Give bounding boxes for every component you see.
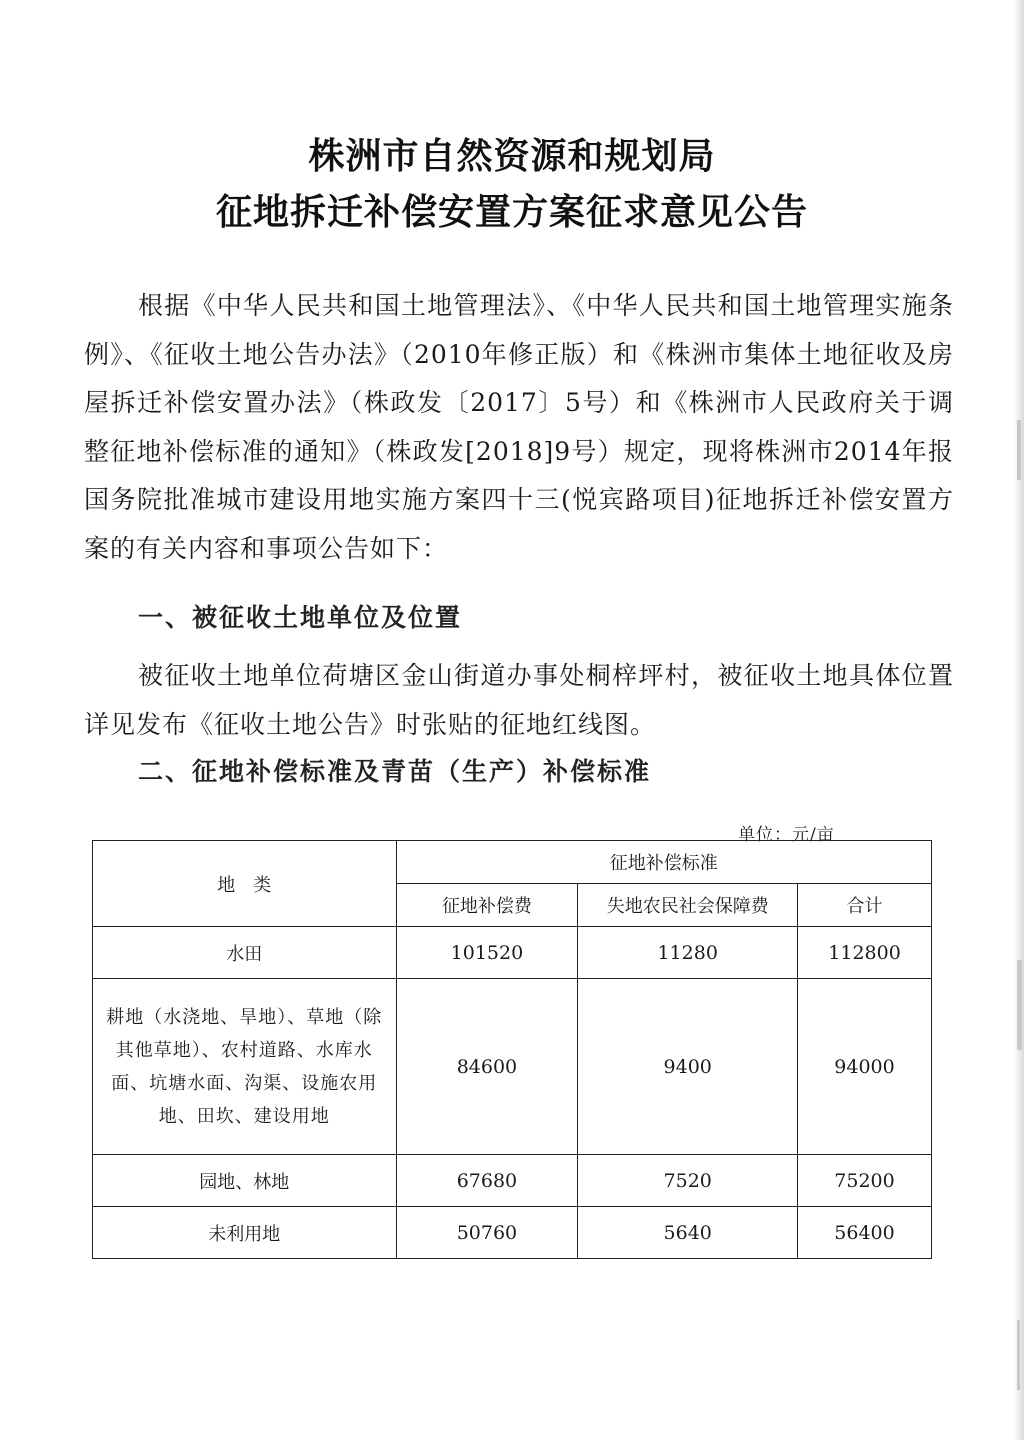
cell-total: 75200 xyxy=(798,1155,932,1207)
cell-total: 56400 xyxy=(798,1207,932,1259)
intro-paragraph xyxy=(84,282,954,573)
title-line-1: 株洲市自然资源和规划局 xyxy=(308,135,716,177)
table-row xyxy=(93,1155,932,1207)
cell-landtype: 耕地（水浇地、旱地）、草地（除其他草地）、农村道路、水库水面、坑塘水面、沟渠、设施农用地、田坎、建设用地 xyxy=(93,979,397,1155)
cell-total: 94000 xyxy=(798,979,932,1155)
section-2-heading: 二、征地补偿标准及青苗（生产）补偿标准 xyxy=(138,757,652,786)
title-line-2: 征地拆迁补偿安置方案征求意见公告 xyxy=(215,191,808,233)
cell-landtype: 水田 xyxy=(93,927,397,979)
cell-comp: 101520 xyxy=(396,927,578,979)
table-row xyxy=(93,927,932,979)
section-1-text: 被征收土地单位荷塘区金山街道办事处桐梓坪村，被征收土地具体位置详见发布《征收土地公告》时张贴的征地红线图。 xyxy=(84,661,954,739)
cell-social: 9400 xyxy=(578,979,798,1155)
header-group-compensation: 征地补偿标准 xyxy=(396,841,931,884)
cell-comp: 50760 xyxy=(396,1207,578,1259)
cell-social: 11280 xyxy=(578,927,798,979)
cell-comp: 84600 xyxy=(396,979,578,1155)
table-header-row-1 xyxy=(93,841,932,884)
cell-social: 7520 xyxy=(578,1155,798,1207)
intro-text: 根据《中华人民共和国土地管理法》、《中华人民共和国土地管理实施条例》、《征收土地公告办法》（2010年修正版）和《株洲市集体土地征收及房屋拆迁补偿安置办法》（株政发〔2017〕5号）和《株洲市人民政府关于调整征地补偿标准的通知》（株政发[2018]9号）规定，现将株洲市2014年报国务院批准城市建设用地实施方案四十三(悦宾路项目)征地拆迁补偿安置方案的有关内容和事项公告如下： xyxy=(84,291,954,563)
compensation-table xyxy=(92,840,932,1259)
header-comp-fee: 征地补偿费 xyxy=(396,884,578,927)
scan-speck xyxy=(1017,960,1022,1050)
scan-speck xyxy=(1017,420,1021,480)
header-social-fee: 失地农民社会保障费 xyxy=(578,884,798,927)
table-row xyxy=(93,979,932,1155)
header-total: 合计 xyxy=(798,884,932,927)
unit-label: 单位：元/亩 xyxy=(738,825,835,845)
cell-social: 5640 xyxy=(578,1207,798,1259)
cell-comp: 67680 xyxy=(396,1155,578,1207)
cell-landtype: 园地、林地 xyxy=(93,1155,397,1207)
cell-landtype: 未利用地 xyxy=(93,1207,397,1259)
table-row xyxy=(93,1207,932,1259)
scan-edge-shadow xyxy=(1014,0,1024,1440)
scan-speck xyxy=(1017,1320,1020,1390)
section-1-heading: 一、被征收土地单位及位置 xyxy=(138,603,463,632)
cell-total: 112800 xyxy=(798,927,932,979)
header-landtype: 地 类 xyxy=(93,841,397,927)
section-1-paragraph xyxy=(84,652,954,749)
